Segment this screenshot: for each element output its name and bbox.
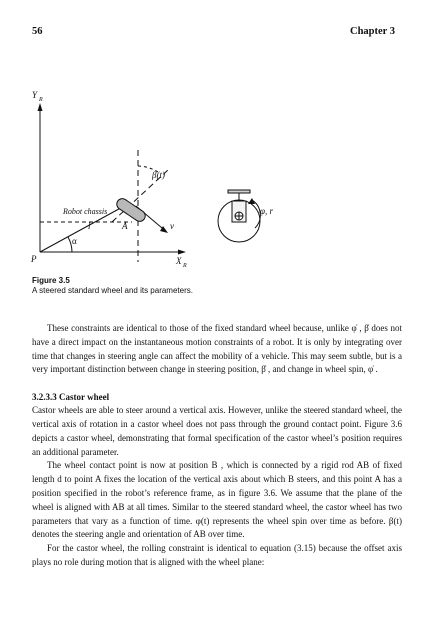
figure-3-5 — [0, 0, 427, 300]
label-chassis: Robot chassis — [63, 207, 108, 216]
x-axis-arrow — [178, 250, 186, 255]
paragraph-1: These constraints are identical to those of the fixed standard wheel because, unlike φ̇ , β̇ does not have a direct impact on the instantaneous motion constraints of a robot. It is only by integrating over time that changes in steering angle can affect the mobility of a vehicle. This may seem subtle, but is a very important distinction between change in steering position, β̇ , and change in wheel spin, φ̇ . — [32, 323, 402, 375]
wheel — [115, 196, 148, 223]
label-yr: Y — [32, 90, 38, 100]
wheel-mount-plate — [228, 190, 250, 193]
section-heading: 3.2.3.3 Castor wheel — [32, 392, 110, 403]
y-axis-arrow — [38, 103, 43, 111]
label-phi-r: φ, r — [260, 206, 273, 216]
label-xr: X — [176, 256, 182, 266]
paragraph-3: The wheel contact point is now at position B , which is connected by a rigid rod AB of fixed length d to point A fixes the location of the vertical axis about which B steers, and this point A has a position specified in the robot’s reference frame, as in figure 3.6. We assume that the plane of the wheel is aligned with AB at all times. Similar to the steered standard wheel, the castor wheel has two parameters that vary as a function of time. φ(t) represents the wheel spin over time as before. β(t) denotes the steering angle and orientation of AB over time. — [32, 460, 402, 540]
label-l: l — [88, 221, 91, 231]
label-yr-sub: R — [39, 97, 43, 103]
paragraph-2: Castor wheels are able to steer around a vertical axis. However, unlike the steered standard wheel, the vertical axis of rotation in a castor wheel does not pass through the ground contact point. Figure 3.6 depicts a castor wheel, demonstrating that formal specification of the castor wheel’s position requires an additional parameter. — [32, 405, 402, 457]
caption-text: A steered standard wheel and its parameters. — [32, 286, 193, 295]
figure-caption — [32, 276, 402, 296]
label-p: P — [31, 254, 37, 264]
label-alpha: α — [72, 236, 77, 246]
label-beta: β(t) — [152, 170, 165, 180]
caption-title: Figure 3.5 — [32, 276, 70, 285]
label-a: A — [122, 221, 128, 231]
label-xr-sub: R — [183, 263, 187, 269]
body-text — [32, 322, 402, 570]
page-number: 56 — [32, 26, 43, 37]
chapter-label: Chapter 3 — [349, 26, 395, 37]
paragraph-4: For the castor wheel, the rolling constraint is identical to equation (3.15) because the offset axis plays no role during motion that is aligned with the wheel plane: — [32, 543, 402, 567]
label-v: v — [170, 221, 174, 231]
